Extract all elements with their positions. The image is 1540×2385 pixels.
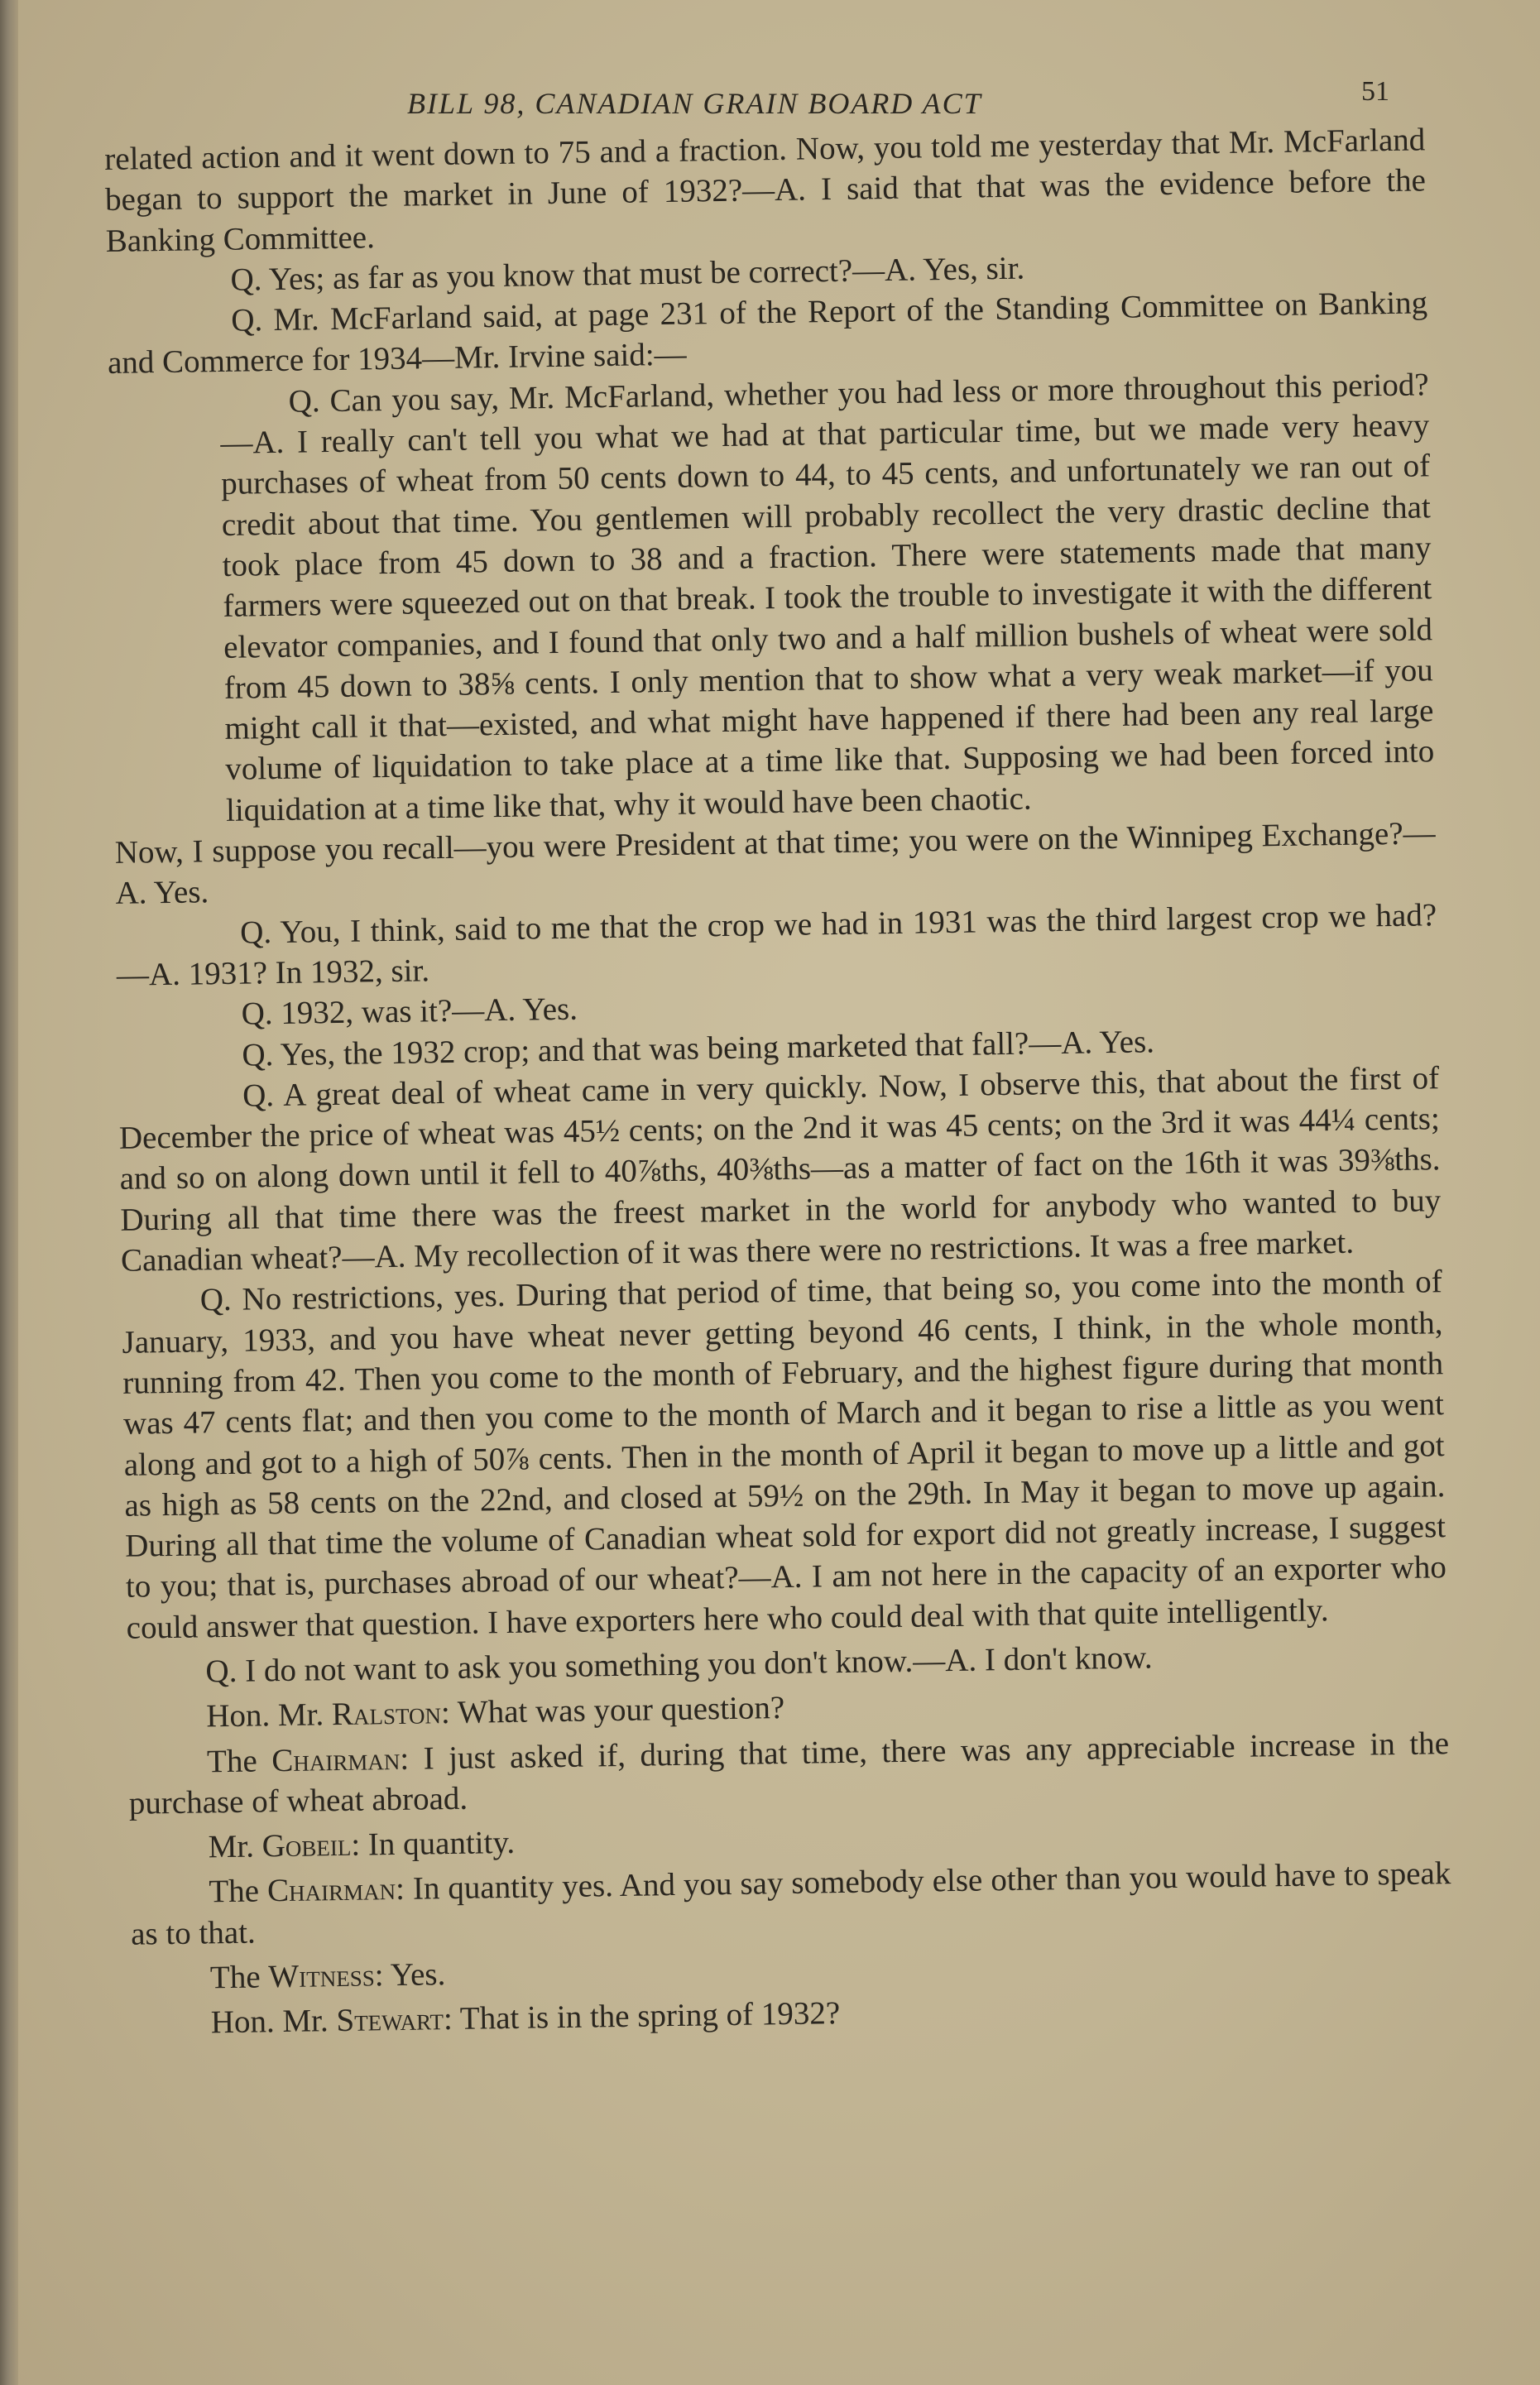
speaker-name: Chairman bbox=[271, 1740, 401, 1778]
page-header bbox=[0, 76, 1540, 126]
paragraph: Q. Yes, the 1932 crop; and that was being marketed that fall?—A. Yes. bbox=[242, 1023, 1155, 1073]
speaker-text: : In quantity yes. And you say somebody else other than you would have to speak as to that. bbox=[130, 1855, 1451, 1952]
speaker-text: : That is in the spring of 1932? bbox=[443, 1995, 841, 2037]
speaker-prefix: The bbox=[206, 1742, 272, 1779]
paragraph: Now, I suppose you recall—you were President at that time; you were on the Winnipeg Exchange?—A. Yes. bbox=[114, 815, 1436, 912]
page-body bbox=[104, 119, 1453, 2044]
paragraph: Q. You, I think, said to me that the crop we had in 1931 was the third largest crop we had?—A. 1931? In 1932, sir. bbox=[116, 896, 1437, 993]
paragraph: Q. Mr. McFarland said, at page 231 of the Report of the Standing Committee on Banking and Commerce for 1934—Mr. Irvine said:— bbox=[107, 285, 1428, 382]
speaker-name: Ralston bbox=[331, 1695, 442, 1733]
running-title: BILL 98, CANADIAN GRAIN BOARD ACT bbox=[407, 87, 982, 120]
speaker-text: : Yes. bbox=[374, 1956, 446, 1994]
paragraph: related action and it went down to 75 and a fraction. Now, you told me yesterday that Mr. McFarland began to support the market in June of 1932?—A. I said that that was the evidence before the Banking Committee. bbox=[104, 122, 1427, 259]
paragraph: Q. Yes; as far as you know that must be correct?—A. Yes, sir. bbox=[230, 250, 1025, 298]
speaker-prefix: The bbox=[209, 1959, 269, 1996]
speaker-text: : I just asked if, during that time, there was any appreciable increase in the purchase of wheat abroad. bbox=[128, 1725, 1450, 1821]
speaker-prefix: The bbox=[209, 1873, 268, 1910]
page-number: 51 bbox=[1361, 76, 1389, 107]
paragraph: Q. A great deal of wheat came in very quickly. Now, I observe this, that about the first of December the price of wheat was 45½ cents; on the 2nd it was 45 cents; on the 3rd it was 44¼ cents; and so on along down until it fell to 40⅞ths, 40⅜ths—as a matter of fact on the 16th it was 39⅜ths. During all that time there was the freest market in the world for anybody who wanted to buy Canadian wheat?—A. My recollection of it was there were no restrictions. It was a free market. bbox=[118, 1060, 1442, 1279]
speaker-name: Witness bbox=[268, 1957, 375, 1995]
speaker-prefix: Mr. bbox=[208, 1828, 262, 1865]
page-binding-edge bbox=[0, 0, 18, 2385]
speaker-prefix: Hon. Mr. bbox=[210, 2003, 337, 2041]
block-quote: Q. Can you say, Mr. McFarland, whether you had less or more throughout this period?—A. I really can't tell you what we had at that particular time, but we made very heavy purchases of wheat from 50 cents down to 44, to 45 cents, and unfortunately we ran out of credit about that time. You gentlemen will probably recollect the very drastic decline that took place from 45 down to 38 and a fraction. There were statements made that many farmers were squeezed out on that break. I took the trouble to investigate it with the different elevator companies, and I found that only two and a half million bushels of wheat were sold from 45 down to 38⅝ cents. I only mention that to show what a very weak market—if you might call it that—existed, and what might have happened if there had been any real large volume of liquidation to take place at a time like that. Supposing we had been forced into liquidation at a time like that, why it would have been chaotic. bbox=[220, 367, 1435, 828]
speaker-name: Stewart bbox=[336, 2001, 444, 2039]
paragraph: Q. I do not want to ask you something you don't know.—A. I don't know. bbox=[205, 1639, 1153, 1690]
paragraph: Q. 1932, was it?—A. Yes. bbox=[241, 991, 578, 1032]
speaker-text: : In quantity. bbox=[350, 1825, 516, 1863]
speaker-text: : What was your question? bbox=[440, 1690, 785, 1731]
paragraph: Q. No restrictions, yes. During that period of time, that being so, you come into the month of January, 1933, and you have wheat never getting beyond 46 cents, I think, in the whole month, running from 42. Then you come to the month of February, and the highest figure during that month was 47 cents flat; and then you come to the month of March and it began to rise a little as you went along and got to a high of 50⅞ cents. Then in the month of April it began to move up a little and got as high as 58 cents on the 22nd, and closed at 59½ on the 29th. In May it began to move up again. During all that time the volume of Canadian wheat sold for export did not greatly increase, I suggest to you; that is, purchases abroad of our wheat?—A. I am not here in the capacity of an exporter who could answer that question. I have exporters here who could deal with that quite intelligently. bbox=[122, 1264, 1447, 1646]
speaker-prefix: Hon. Mr. bbox=[205, 1696, 333, 1735]
speaker-name: Chairman bbox=[266, 1871, 396, 1909]
speaker-name: Gobeil bbox=[261, 1826, 352, 1864]
